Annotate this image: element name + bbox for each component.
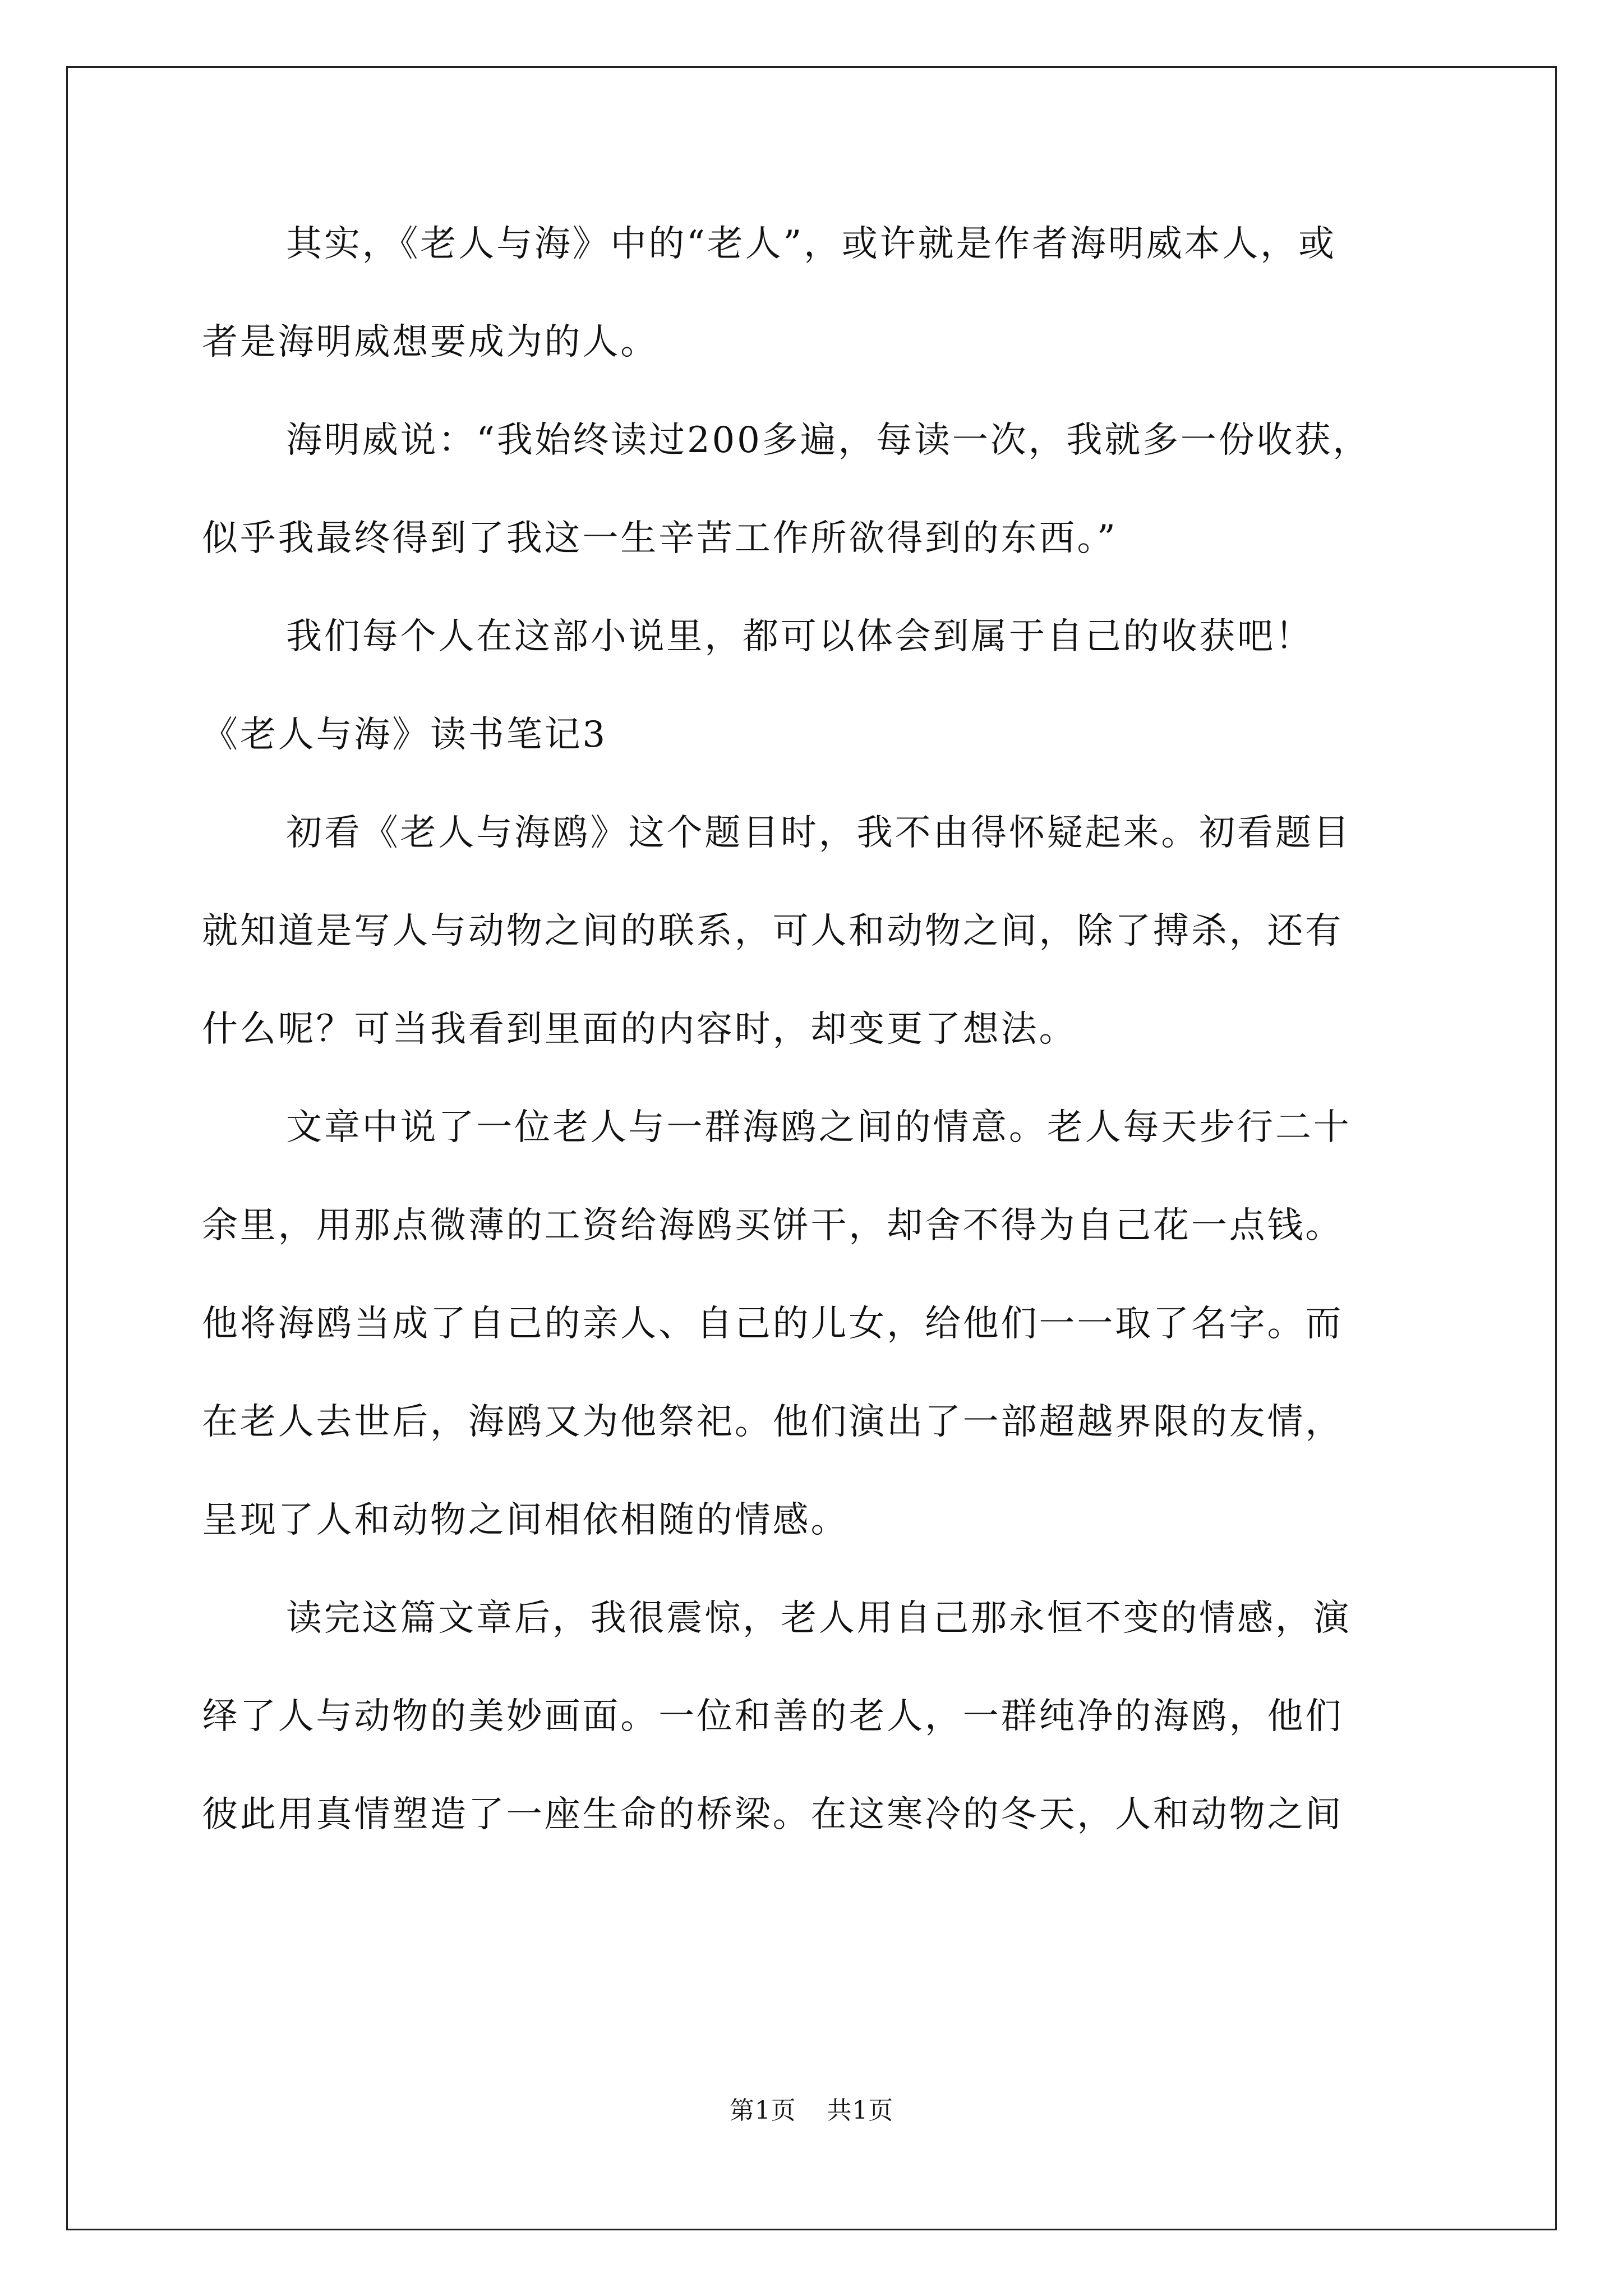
page-number-current: 第1页 — [729, 2096, 796, 2125]
section-heading: 《老人与海》读书笔记3 — [202, 714, 607, 756]
text-line: 初看《老人与海鸥》这个题目时，我不由得怀疑起来。初看题目 — [286, 812, 1352, 854]
text-line: 文章中说了一位老人与一群海鸥之间的情意。老人每天步行二十 — [286, 1107, 1352, 1148]
text-line: 呈现了人和动物之间相依相随的情感。 — [202, 1499, 849, 1541]
text-line: 彼此用真情塑造了一座生命的桥梁。在这寒冷的冬天，人和动物之间 — [202, 1794, 1344, 1835]
text-line: 在老人去世后，海鸥又为他祭祀。他们演出了一部超越界限的友情， — [202, 1401, 1344, 1443]
text-line: 他将海鸥当成了自己的亲人、自己的儿女，给他们一一取了名字。而 — [202, 1303, 1344, 1345]
page-number-total: 共1页 — [827, 2096, 894, 2125]
text-line: 就知道是写人与动物之间的联系，可人和动物之间，除了搏杀，还有 — [202, 910, 1344, 952]
text-line: 海明威说：“我始终读过200多遍，每读一次，我就多一份收获， — [286, 420, 1371, 461]
text-line: 其实，《老人与海》中的“老人”，或许就是作者海明威本人，或 — [286, 223, 1336, 265]
text-line: 什么呢？可当我看到里面的内容时，却变更了想法。 — [202, 1009, 1077, 1050]
text-line: 读完这篇文章后，我很震惊，老人用自己那永恒不变的情感，演 — [286, 1598, 1352, 1639]
text-line: 绎了人与动物的美妙画面。一位和善的老人，一群纯净的海鸥，他们 — [202, 1696, 1344, 1737]
text-line: 我们每个人在这部小说里，都可以体会到属于自己的收获吧！ — [286, 616, 1313, 657]
document-body — [202, 222, 1436, 1890]
page-footer — [0, 2095, 1623, 2127]
text-line: 似乎我最终得到了我这一生辛苦工作所欲得到的东西。” — [202, 518, 1118, 559]
text-line: 者是海明威想要成为的人。 — [202, 321, 659, 363]
text-line: 余里，用那点微薄的工资给海鸥买饼干，却舍不得为自己花一点钱。 — [202, 1205, 1344, 1246]
